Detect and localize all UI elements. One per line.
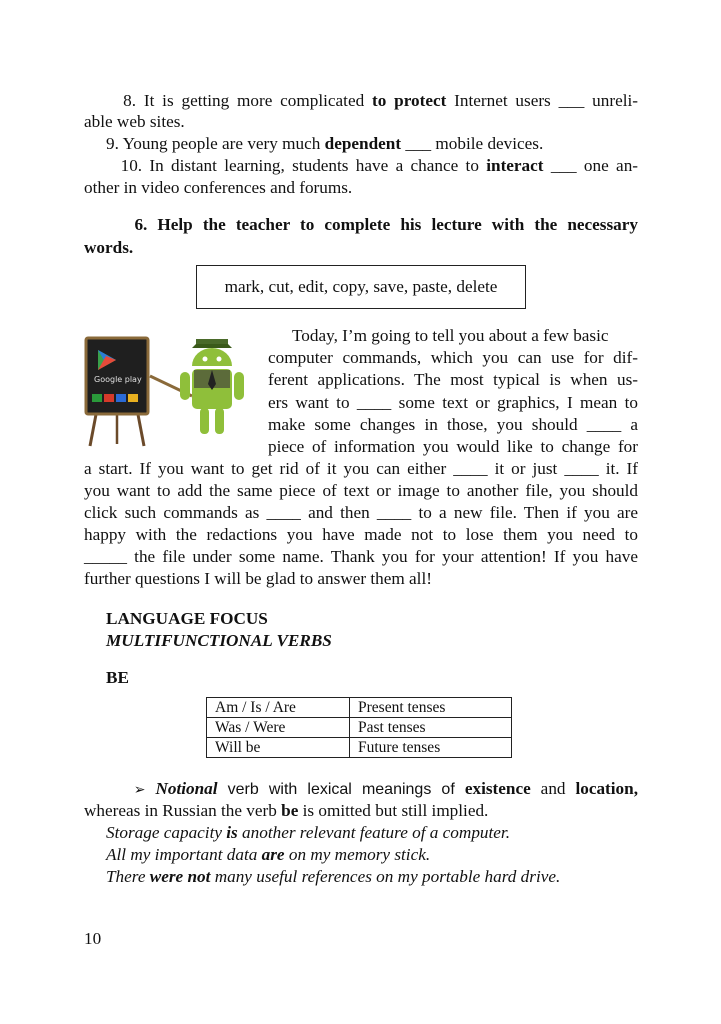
lecture-line-12: further questions I will be glad to answer them all! [84, 569, 432, 588]
lecture-line-1: Today, I’m going to tell you about a few basic [292, 326, 609, 345]
verb-be-heading: BE [106, 668, 129, 687]
table-cell: Am / Is / Are [207, 698, 350, 718]
language-focus-heading: LANGUAGE FOCUS [106, 609, 268, 628]
be-forms-table [206, 697, 512, 758]
table-cell: Was / Were [207, 718, 350, 738]
example-sentence: There were not many useful references on my portable hard drive. [106, 867, 561, 886]
lecture-line-2: computer commands, which you can use for dif- [268, 348, 638, 367]
board-label: Google play [94, 375, 142, 384]
page-number: 10 [84, 929, 102, 948]
item-8-line2: able web sites. [84, 112, 185, 131]
item-9: 9. Young people are very much dependent ___ mobile devices. [106, 134, 544, 153]
exercise-6-title-line1: 6. Help the teacher to complete his lecture with the necessary [134, 215, 638, 234]
lecture-line-5: make some changes in those, you should ____ a [268, 415, 638, 434]
android-robot-icon [180, 339, 244, 434]
lecture-line-11: _____ the file under some name. Thank you for your attention! If you have [84, 547, 638, 566]
example-sentence: Storage capacity is another relevant feature of a computer. [106, 823, 510, 842]
arrow-bullet-icon: ➢ [133, 782, 146, 798]
exercise-6-title-line2: words. [84, 238, 134, 257]
teacher-robot-illustration [84, 334, 260, 449]
table-cell: Will be [207, 738, 350, 758]
item-10-line2: other in video conferences and forums. [84, 178, 353, 197]
notional-verb-line1: ➢ Notional verb with lexical meanings of existence and location, [133, 779, 638, 798]
word-bank-text: mark, cut, edit, copy, save, paste, delete [224, 277, 498, 296]
table-row [207, 698, 512, 718]
notional-verb-line2: whereas in Russian the verb be is omitted but still implied. [84, 801, 489, 820]
example-sentence: All my important data are on my memory stick. [106, 845, 431, 864]
multifunctional-verbs-subheading: MULTIFUNCTIONAL VERBS [106, 631, 332, 650]
lecture-line-7: a start. If you want to get rid of it you can either ____ it or just ____ it. If [84, 459, 638, 478]
word-bank-box [196, 265, 526, 309]
lecture-line-3: ferent applications. The most typical is when us- [268, 370, 638, 389]
table-cell: Past tenses [350, 718, 512, 738]
table-cell: Present tenses [350, 698, 512, 718]
item-8-line1: 8. It is getting more complicated to protect Internet users ___ unreli- [123, 91, 638, 110]
lecture-line-6: piece of information you would like to change for [268, 437, 638, 456]
table-row [207, 738, 512, 758]
item-10-line1: 10. In distant learning, students have a chance to interact ___ one an- [120, 156, 639, 175]
table-row [207, 718, 512, 738]
lecture-line-4: ers want to ____ some text or graphics, I mean to [268, 393, 638, 412]
lecture-line-9: click such commands as ____ and then ____ to a new file. Then if you are [84, 503, 638, 522]
table-cell: Future tenses [350, 738, 512, 758]
chalkboard-icon [86, 338, 148, 446]
lecture-line-10: happy with the redactions you have made not to lose them you need to [84, 525, 638, 544]
lecture-line-8: you want to add the same piece of text or image to another file, you should [84, 481, 638, 500]
